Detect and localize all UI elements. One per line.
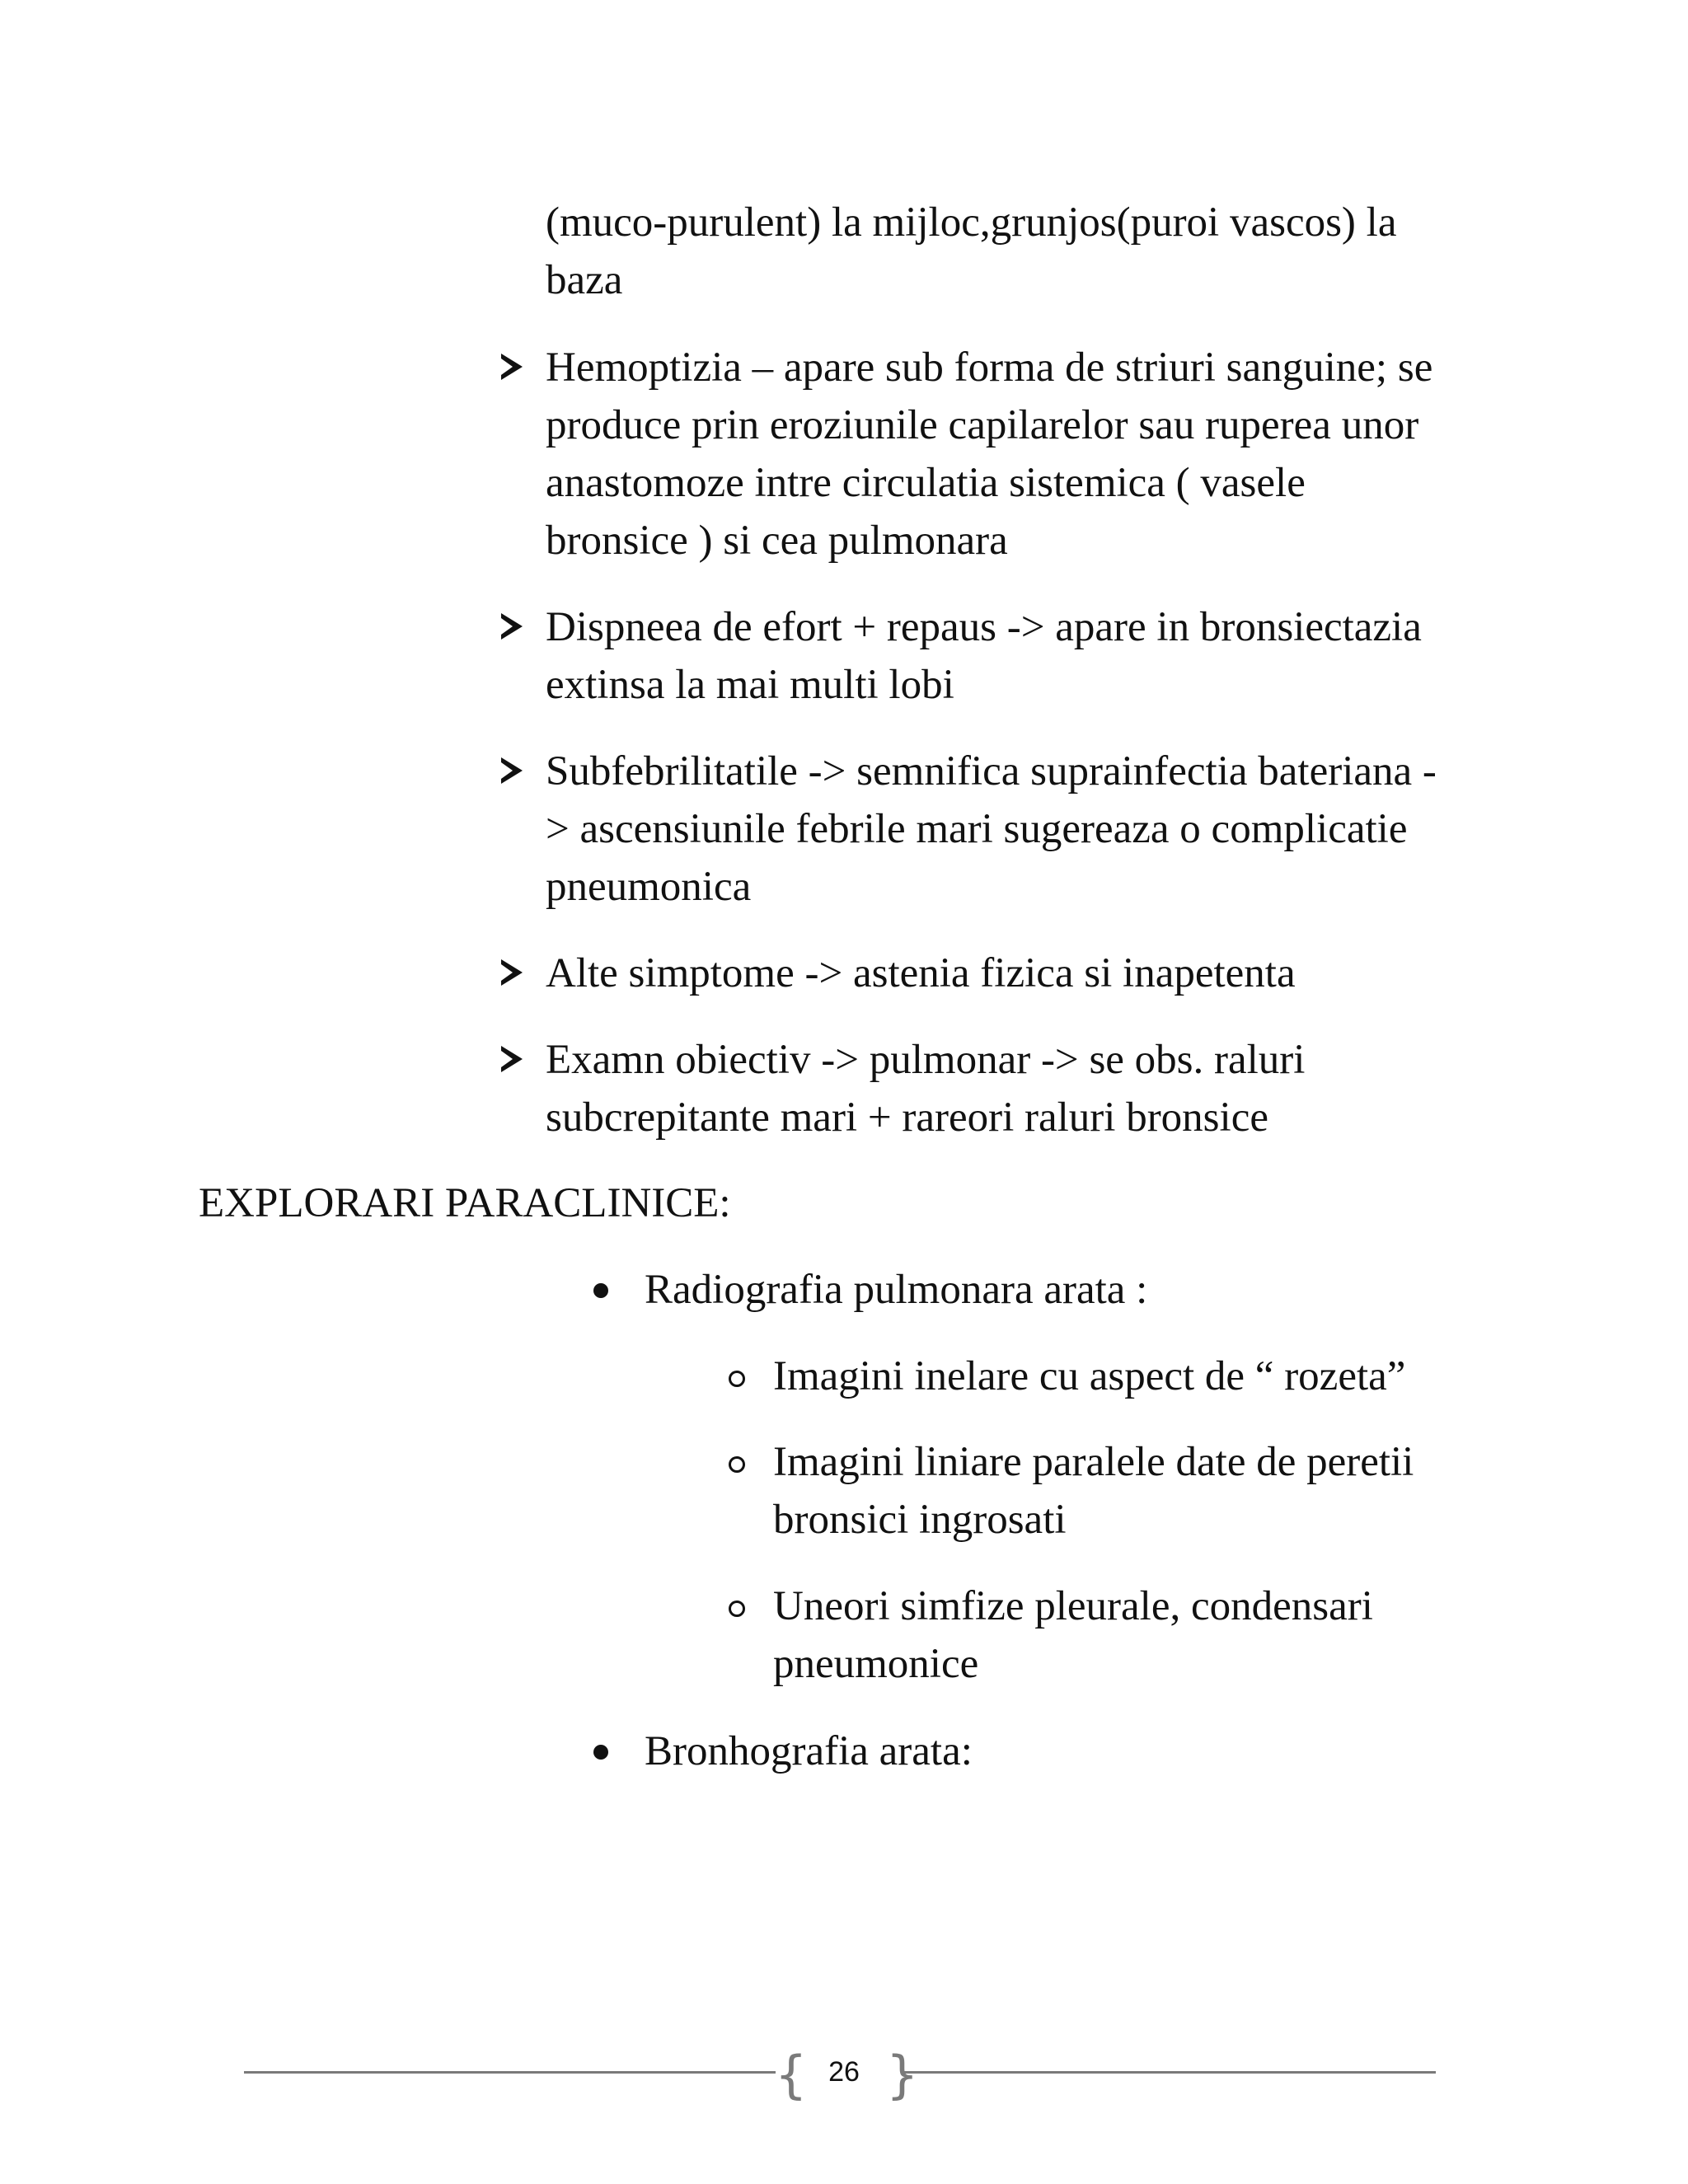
arrow-bullet-icon xyxy=(501,613,523,640)
alte-simptome-line-1: Alte simptome -> astenia fizica si inapetenta xyxy=(546,950,1296,996)
hemoptizia-line-3: anastomoze intre circulatia sistemica ( vasele xyxy=(546,460,1306,506)
hemoptizia-line-4: bronsice ) si cea pulmonara xyxy=(546,518,1008,564)
circle-bullet-icon xyxy=(729,1371,745,1387)
footer-rule-left xyxy=(244,2071,776,2074)
arrow-bullet-icon xyxy=(501,959,523,986)
dispneea-line-2: extinsa la mai multi lobi xyxy=(546,662,954,708)
examn-line-1: Examn obiectiv -> pulmonar -> se obs. raluri xyxy=(546,1037,1306,1083)
arrow-bullet-icon xyxy=(501,1046,523,1072)
subfebrilitatile-line-2: > ascensiunile febrile mari sugereaza o complicatie xyxy=(546,806,1408,852)
footer-left-brace: { xyxy=(775,2045,808,2105)
continuation-line-1: (muco-purulent) la mijloc,grunjos(puroi vascos) la xyxy=(546,199,1397,246)
radiografia-sub-3-line-1: Uneori simfize pleurale, condensari xyxy=(773,1583,1373,1629)
page-number: 26 xyxy=(828,2056,860,2088)
examn-line-2: subcrepitante mari + rareori raluri bronsice xyxy=(546,1094,1268,1141)
hemoptizia-line-2: produce prin eroziunile capilarelor sau ruperea unor xyxy=(546,402,1419,448)
circle-bullet-icon xyxy=(729,1456,745,1473)
arrow-bullet-icon xyxy=(501,757,523,784)
footer-right-brace: } xyxy=(886,2045,919,2105)
bullet-dot-icon xyxy=(593,1283,608,1298)
radiografia-sub-3-line-2: pneumonice xyxy=(773,1641,979,1687)
radiografia-label: Radiografia pulmonara arata : xyxy=(645,1267,1148,1313)
continuation-line-2: baza xyxy=(546,257,623,303)
footer-rule-right xyxy=(902,2071,1436,2074)
subfebrilitatile-line-1: Subfebrilitatile -> semnifica suprainfectia bateriana - xyxy=(546,748,1437,794)
radiografia-sub-2-line-1: Imagini liniare paralele date de peretii xyxy=(773,1439,1414,1485)
subfebrilitatile-line-3: pneumonica xyxy=(546,864,752,910)
section-heading: EXPLORARI PARACLINICE: xyxy=(199,1180,731,1226)
radiografia-sub-2-line-2: bronsici ingrosati xyxy=(773,1497,1067,1543)
hemoptizia-line-1: Hemoptizia – apare sub forma de striuri sanguine; se xyxy=(546,344,1433,391)
radiografia-sub-1-line-1: Imagini inelare cu aspect de “ rozeta” xyxy=(773,1353,1406,1399)
bullet-dot-icon xyxy=(593,1745,608,1760)
circle-bullet-icon xyxy=(729,1601,745,1617)
dispneea-line-1: Dispneea de efort + repaus -> apare in bronsiectazia xyxy=(546,604,1422,650)
bronhografia-label: Bronhografia arata: xyxy=(645,1728,973,1774)
arrow-bullet-icon xyxy=(501,354,523,380)
